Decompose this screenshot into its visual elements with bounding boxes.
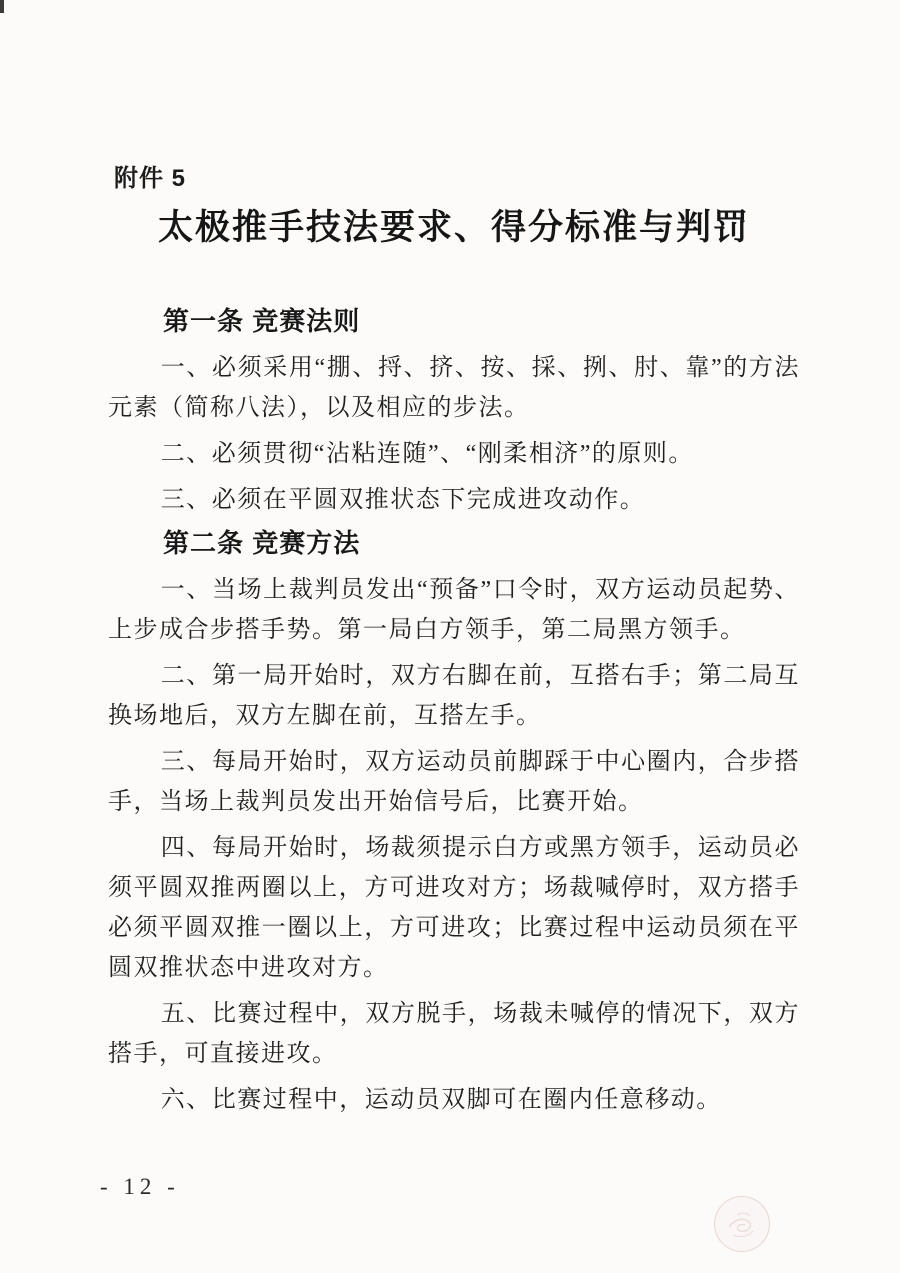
paragraph: 三、每局开始时，双方运动员前脚踩于中心圈内，合步搭手，当场上裁判员发出开始信号后，比赛开始。 — [108, 749, 800, 815]
paragraph: 一、当场上裁判员发出“预备”口令时，双方运动员起势、上步成合步搭手势。第一局白方领手，第二局黑方领手。 — [108, 577, 800, 643]
paragraph: 二、第一局开始时，双方右脚在前，互搭右手；第二局互换场地后，双方左脚在前，互搭左手。 — [108, 663, 800, 729]
paragraph: 三、必须在平圆双推状态下完成进攻动作。 — [160, 487, 646, 513]
section-heading-methods: 第二条 竞赛方法 — [163, 528, 361, 558]
section-heading-rules: 第一条 竞赛法则 — [163, 306, 361, 336]
paragraph: 一、必须采用“掤、捋、挤、按、採、挒、肘、靠”的方法元素（简称八法），以及相应的步法。 — [108, 355, 800, 421]
document-title: 太极推手技法要求、得分标准与判罚 — [157, 208, 750, 247]
paragraph: 四、每局开始时，场裁须提示白方或黑方领手，运动员必须平圆双推两圈以上，方可进攻对方；场裁喊停时，双方搭手必须平圆双推一圈以上，方可进攻；比赛过程中运动员须在平圆双推状态中进攻对方。 — [108, 835, 800, 981]
paragraph: 五、比赛过程中，双方脱手，场裁未喊停的情况下，双方搭手，可直接进攻。 — [108, 1001, 800, 1067]
scan-artifact-corner — [0, 0, 4, 13]
document-body — [108, 304, 800, 1120]
page-number: - 12 - — [100, 1174, 180, 1199]
paragraph: 二、必须贯彻“沾粘连随”、“刚柔相济”的原则。 — [160, 441, 694, 467]
attachment-label: 附件 5 — [114, 165, 187, 192]
paragraph: 六、比赛过程中，运动员双脚可在圈内任意移动。 — [160, 1087, 722, 1113]
stamp-watermark-icon — [714, 1196, 770, 1252]
